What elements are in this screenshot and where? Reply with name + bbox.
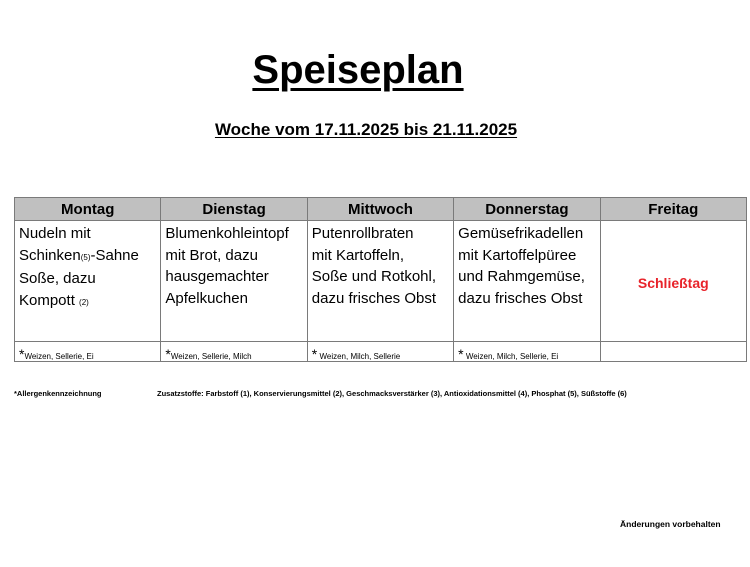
allergen-text: Weizen, Sellerie, Milch [170, 352, 252, 361]
menu-table [14, 197, 747, 362]
allergen-marker: * [165, 346, 171, 362]
dish-line: Soße und Rotkohl, [311, 268, 437, 285]
dish-line: Blumenkohleintopf [165, 225, 289, 242]
allergen-legend: *Allergenkennzeichnung [14, 389, 102, 398]
dish-line: Apfelkuchen [165, 289, 248, 307]
dish-tuesday [161, 221, 307, 342]
dish-wednesday [307, 221, 453, 342]
day-header-friday: Freitag [600, 198, 746, 221]
dish-line: Gemüsefrikadellen [458, 225, 584, 242]
footer-note: Änderungen vorbehalten [620, 519, 721, 529]
allergens-wednesday [307, 342, 453, 362]
dish-text: -Sahne [90, 246, 139, 264]
dish-thursday [454, 221, 600, 342]
dish-line: dazu frisches Obst [458, 289, 583, 307]
dish-line: Nudeln mit [19, 225, 91, 242]
allergen-marker: * [458, 346, 464, 362]
additive-ref: (5) [80, 252, 91, 262]
week-range: Woche vom 17.11.2025 bis 21.11.2025 [214, 120, 518, 139]
dish-line [19, 245, 156, 269]
dish-friday [600, 221, 746, 342]
allergen-text: Weizen, Milch, Sellerie [319, 352, 401, 361]
dish-text: Schinken [19, 246, 81, 264]
dish-line: mit Brot, dazu [165, 246, 258, 264]
dish-line: Putenrollbraten [311, 225, 414, 242]
allergen-marker: * [19, 346, 25, 362]
allergen-row [15, 342, 747, 362]
dish-line: und Rahmgemüse, [458, 268, 585, 285]
day-header-tuesday: Dienstag [161, 198, 307, 221]
day-header-wednesday: Mittwoch [307, 198, 453, 221]
table-header-row [15, 198, 747, 221]
dish-line: mit Kartoffeln, [311, 246, 405, 264]
allergens-monday [15, 342, 161, 362]
dish-line: Soße, dazu [19, 270, 96, 287]
allergen-marker: * [311, 346, 318, 362]
day-header-monday: Montag [15, 198, 161, 221]
closed-label: Schließtag [637, 275, 709, 292]
allergens-thursday [454, 342, 600, 362]
page-title: Speiseplan [252, 48, 464, 92]
additives-legend: Zusatzstoffe: Farbstoff (1), Konservierungsmittel (2), Geschmacksverstärker (3), Antioxidationsmittel (4), Phosphat (5), Süßstoffe (6) [157, 389, 627, 398]
dish-line [19, 290, 156, 314]
allergen-text: Weizen, Sellerie, Ei [24, 352, 94, 361]
dish-row [15, 221, 747, 342]
allergens-tuesday [161, 342, 307, 362]
dish-line: dazu frisches Obst [311, 289, 436, 307]
dish-text: Kompott [19, 291, 75, 309]
allergen-text: Weizen, Milch, Sellerie, Ei [465, 352, 559, 361]
dish-monday [15, 221, 161, 342]
allergens-friday [600, 342, 746, 362]
dish-line: hausgemachter [165, 268, 269, 285]
day-header-thursday: Donnerstag [454, 198, 600, 221]
additive-ref: (2) [79, 297, 89, 307]
dish-line: mit Kartoffelpüree [458, 246, 577, 264]
